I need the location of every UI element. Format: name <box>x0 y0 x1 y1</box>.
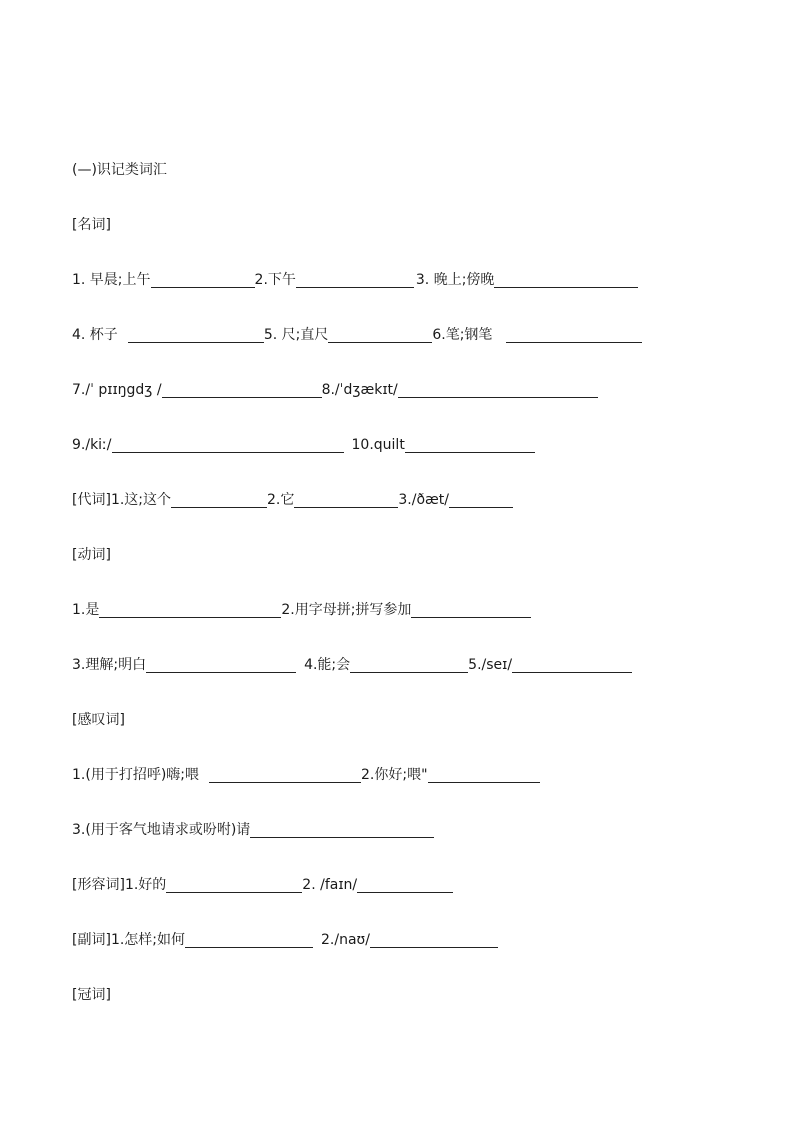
interjection-item-2: 2.你好;喂" <box>361 767 428 783</box>
answer-blank-8[interactable] <box>398 382 598 398</box>
answer-blank-9[interactable] <box>112 437 344 453</box>
article-header <box>72 985 111 1005</box>
answer-blank-25[interactable] <box>370 932 498 948</box>
noun-line-1 <box>72 270 638 290</box>
section-title-text: (—)识记类词汇 <box>72 162 167 178</box>
verb-item-1: 1.是 <box>72 602 100 618</box>
verb-item-2: 2.用字母拼;拼写参加 <box>281 602 412 618</box>
answer-blank-11[interactable] <box>171 492 267 508</box>
noun-item-4: 4. 杯子 <box>72 327 118 343</box>
noun-line-2 <box>72 325 642 345</box>
answer-blank-3[interactable] <box>494 272 638 288</box>
noun-item-10: 10.quilt <box>351 437 405 453</box>
answer-blank-14[interactable] <box>99 602 281 618</box>
section-title <box>72 160 167 180</box>
answer-blank-10[interactable] <box>405 437 535 453</box>
answer-blank-4[interactable] <box>128 327 264 343</box>
noun-item-7: 7./ˈ pɪɪŋgdʒ / <box>72 382 162 398</box>
answer-blank-18[interactable] <box>512 657 632 673</box>
answer-blank-23[interactable] <box>357 877 453 893</box>
answer-blank-1[interactable] <box>151 272 255 288</box>
noun-item-9: 9./kiː/ <box>72 437 112 453</box>
answer-blank-7[interactable] <box>162 382 322 398</box>
verb-item-3: 3.理解;明白 <box>72 657 147 673</box>
adjective-item-2: 2. /faɪn/ <box>302 877 358 893</box>
answer-blank-20[interactable] <box>428 767 540 783</box>
noun-item-8: 8./ˈdʒækɪt/ <box>321 382 398 398</box>
noun-line-3 <box>72 380 598 400</box>
answer-blank-15[interactable] <box>411 602 531 618</box>
pronoun-line <box>72 490 513 510</box>
pronoun-header: [代词] <box>72 492 111 508</box>
noun-item-6: 6.笔;钢笔 <box>432 327 493 343</box>
interjection-item-3: 3.(用于客气地请求或吩咐)请 <box>72 822 251 838</box>
adverb-header: [副词] <box>72 932 111 948</box>
article-header-text: [冠词] <box>72 987 111 1003</box>
adjective-line <box>72 875 453 895</box>
answer-blank-13[interactable] <box>449 492 513 508</box>
answer-blank-22[interactable] <box>166 877 302 893</box>
pronoun-item-1: 1.这;这个 <box>110 492 172 508</box>
verb-line-1 <box>72 600 531 620</box>
noun-item-3: 3. 晚上;傍晚 <box>415 272 495 288</box>
adjective-item-1: 1.好的 <box>124 877 167 893</box>
verb-item-5: 5./seɪ/ <box>468 657 513 673</box>
pronoun-item-2: 2.它 <box>267 492 295 508</box>
noun-item-2: 2.下午 <box>254 272 296 288</box>
adjective-header: [形容词] <box>72 877 125 893</box>
answer-blank-16[interactable] <box>146 657 296 673</box>
verb-header-text: [动词] <box>72 547 111 563</box>
adverb-item-2: 2./naʊ/ <box>321 932 370 948</box>
answer-blank-12[interactable] <box>294 492 398 508</box>
interjection-header <box>72 710 125 730</box>
answer-blank-19[interactable] <box>209 767 361 783</box>
verb-header <box>72 545 111 565</box>
adverb-item-1: 1.怎样;如何 <box>110 932 186 948</box>
verb-item-4: 4.能;会 <box>304 657 351 673</box>
answer-blank-21[interactable] <box>250 822 434 838</box>
pronoun-item-3: 3./ðæt/ <box>398 492 449 508</box>
answer-blank-5[interactable] <box>328 327 432 343</box>
noun-item-1: 1. 早晨;上午 <box>72 272 151 288</box>
interjection-line-2 <box>72 820 434 840</box>
noun-header-text: [名词] <box>72 217 111 233</box>
noun-item-5: 5. 尺;直尺 <box>263 327 329 343</box>
verb-line-2 <box>72 655 632 675</box>
interjection-header-text: [感叹词] <box>72 712 125 728</box>
answer-blank-17[interactable] <box>350 657 468 673</box>
noun-line-4 <box>72 435 535 455</box>
interjection-item-1: 1.(用于打招呼)嗨;喂 <box>72 767 199 783</box>
answer-blank-2[interactable] <box>296 272 414 288</box>
adverb-line <box>72 930 498 950</box>
answer-blank-6[interactable] <box>506 327 642 343</box>
answer-blank-24[interactable] <box>185 932 313 948</box>
interjection-line-1 <box>72 765 540 785</box>
noun-header <box>72 215 111 235</box>
